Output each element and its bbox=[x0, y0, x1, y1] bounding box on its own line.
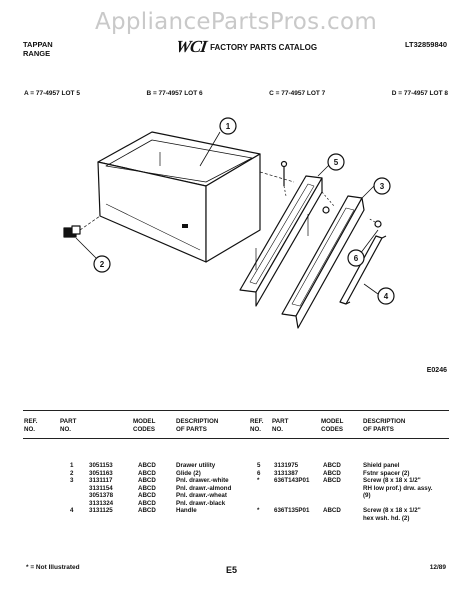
catalog-title: FACTORY PARTS CATALOG bbox=[210, 42, 318, 52]
header-model-right: MODEL CODES bbox=[321, 418, 344, 433]
table-top-rule bbox=[23, 410, 449, 411]
not-illustrated-note: * = Not Illustrated bbox=[26, 564, 80, 571]
header-model-left: MODEL CODES bbox=[133, 418, 156, 433]
header-desc-right: DESCRIPTION OF PARTS bbox=[363, 418, 406, 433]
catalog-date: 12/89 bbox=[429, 564, 446, 571]
screw bbox=[282, 162, 287, 197]
header-ref-right: REF. NO. bbox=[250, 418, 264, 433]
brand-line-1: TAPPAN bbox=[23, 40, 53, 49]
fastener-spacer bbox=[368, 218, 381, 227]
brand-line-2: RANGE bbox=[23, 49, 51, 58]
header-part-left: PART NO. bbox=[60, 418, 77, 433]
callout-3: 3 bbox=[379, 182, 385, 191]
callout-4: 4 bbox=[383, 292, 389, 301]
exploded-diagram bbox=[60, 112, 420, 382]
callout-2: 2 bbox=[99, 260, 105, 269]
model-code-b: B = 77-4957 LOT 6 bbox=[146, 90, 203, 97]
table-header-rule bbox=[23, 438, 449, 439]
header-desc-left: DESCRIPTION OF PARTS bbox=[176, 418, 219, 433]
catalog-header bbox=[176, 37, 317, 57]
model-code-c: C = 77-4957 LOT 7 bbox=[269, 90, 326, 97]
callout-6: 6 bbox=[353, 254, 359, 263]
watermark: AppliancePartsPros.com bbox=[94, 9, 378, 35]
model-code-a: A = 77-4957 LOT 5 bbox=[24, 90, 80, 97]
page-number: E5 bbox=[226, 565, 238, 575]
callout-1: 1 bbox=[225, 122, 231, 131]
wci-logo: WCI bbox=[174, 37, 208, 56]
drawer-tub bbox=[98, 132, 294, 262]
model-code-d: D = 77-4957 LOT 8 bbox=[391, 90, 448, 97]
model-code-legend bbox=[24, 90, 448, 97]
header-ref-left: REF. NO. bbox=[24, 418, 38, 433]
glide bbox=[64, 216, 100, 237]
header-part-right: PART NO. bbox=[272, 418, 289, 433]
callout-5: 5 bbox=[333, 158, 339, 167]
brand-block bbox=[23, 40, 53, 58]
parts-catalog-page: AppliancePartsPros.com TAPPAN RANGE WCI FACTORY PARTS CATALOG LT32859840 A = 77-4957 LOT 5 B = 77-4957 LOT 6 C = 77-4957 LOT 7 D = 77-4957 LOT 8 1 2 3 4 5 6 E0246 REF. NO. PART NO. MODEL CODES DESCRIPTION OF PARTS REF. NO. PART NO. MODEL CODES DESCRIPTION OF PARTS 1 3051153 ABCD Drawer utility 2 3051163 ABCD Glide (2) 3 3131117 ABCD Pnl. drawer.-white 3131154 ABCD Pnl. drawr.-almond 3051378 ABCD Pnl. drawr.-wheat 3131324 ABCD Pnl. drawr.-black 4 3131125 ABCD Handle 5 3131975 ABCD Shield panel 6 3131387 ABCD Fstnr spacer (2) * 636T143P01 ABCD Screw (8 x 18 x 1/2" RH low prof.) drw. assy. (9) * 636T135P01 ABCD Screw (8 x 18 x 1/2" hex wsh. hd. (2) * = Not Illustrated E5 12/89 bbox=[0, 0, 472, 600]
document-number: LT32859840 bbox=[405, 40, 447, 49]
figure-code: E0246 bbox=[426, 367, 447, 374]
